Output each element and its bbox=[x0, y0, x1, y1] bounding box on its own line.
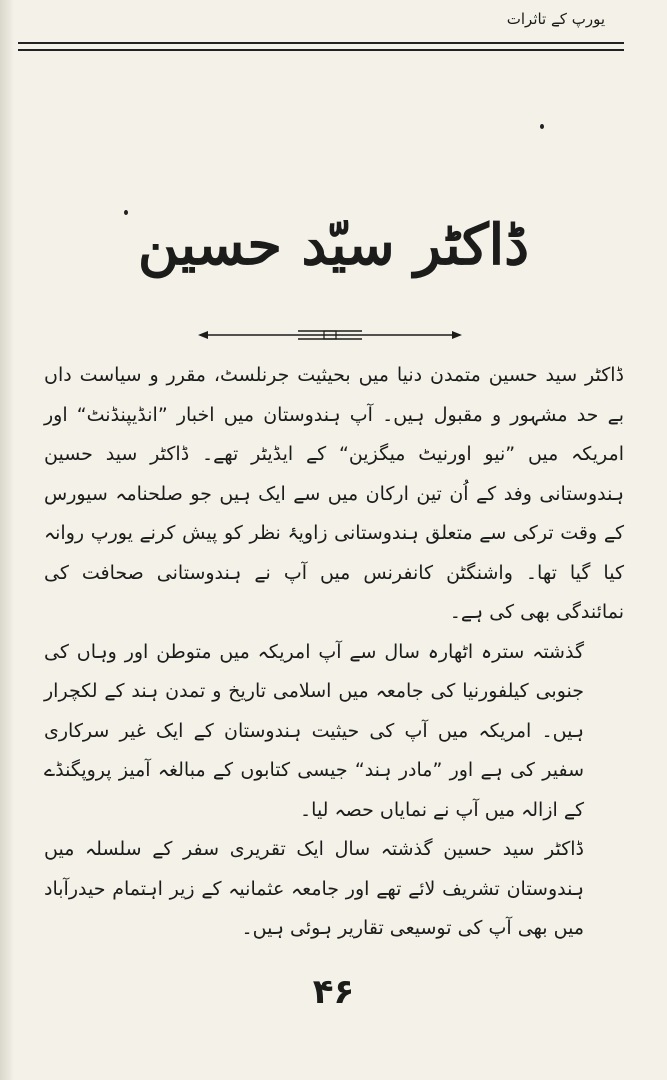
paragraph: ڈاکٹر سید حسین گذشتہ سال ایک تقریری سفر کے سلسلہ میں ہندوستان تشریف لائے تھے اور جامعہ عثمانیہ کے زیر اہتمام حیدرآباد میں بھی آپ کی توسیعی تقاریر ہوئی ہیں۔ bbox=[44, 838, 584, 939]
running-header: یورپ کے تاثرات bbox=[506, 10, 605, 28]
body-text bbox=[44, 356, 624, 949]
header-rule bbox=[18, 42, 624, 44]
paragraph: گذشتہ سترہ اٹھارہ سال سے آپ امریکہ میں متوطن اور وہاں کی جنوبی کیلفورنیا کی جامعہ میں اسلامی تاریخ و تمدن ہند کے لکچرار ہیں۔ امریکہ میں آپ کی حیثیت ہندوستان کے ایک غیر سرکاری سفیر کی ہے اور ”مادر ہند“ جیسی کتابوں کے مبالغہ آمیز پروپگنڈے کے ازالہ میں آپ نے نمایاں حصہ لیا۔ bbox=[44, 640, 584, 821]
page-number: ۴۶ bbox=[312, 972, 355, 1012]
title-ornament-divider bbox=[198, 327, 462, 343]
header-rule-secondary bbox=[18, 49, 624, 51]
ink-speck bbox=[540, 124, 544, 129]
paragraph: ڈاکٹر سید حسین متمدن دنیا میں بحیثیت جرنلسٹ، مقرر و سیاست داں بے حد مشہور و مقبول ہیں۔ آپ ہندوستان میں اخبار ”انڈیپنڈنٹ“ اور امریکہ میں ”نیو اورنیٹ میگزین“ کے ایڈیٹر تھے۔ ڈاکٹر سید حسین ہندوستانی وفد کے اُن تین ارکان میں سے ایک ہیں جو صلحنامہ سیورس کے وقت ترکی سے متعلق ہندوستانی زاویۂ نظر کو پیش کرنے یورپ روانہ کیا گیا تھا۔ واشنگٹن کانفرنس میں آپ نے ہندوستانی صحافت کی نمائندگی بھی کی ہے۔ bbox=[44, 364, 624, 623]
chapter-title: ڈاکٹر سیّد حسین bbox=[137, 212, 530, 278]
page-spine-shadow bbox=[0, 0, 14, 1080]
